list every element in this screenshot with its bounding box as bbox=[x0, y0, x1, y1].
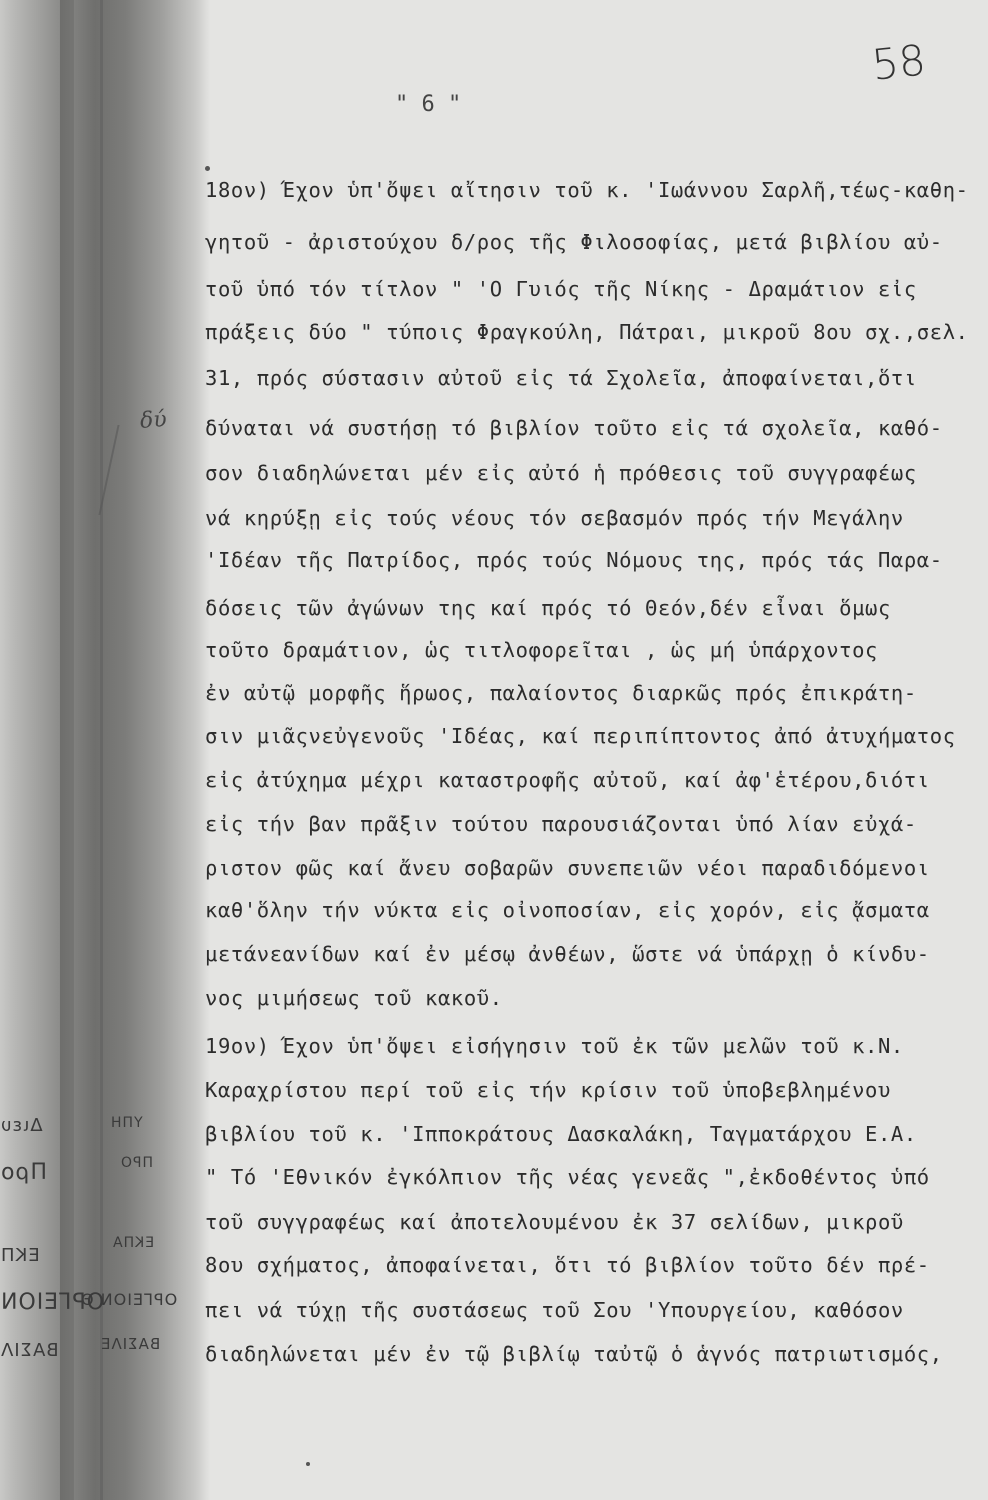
text-line: ἐν αὐτῷ μορφῆς ἥρωος, παλαίοντος διαρκῶς πρός ἐπικράτη- bbox=[205, 681, 917, 705]
stamp-line: ΕΚΠ bbox=[0, 1245, 40, 1266]
text-line: ριστον φῶς καί ἄνευ σοβαρῶν συνεπειῶν νέοι παραδιδόμενοι bbox=[205, 856, 930, 880]
text-line: 18ον) Έχον ὑπ'ὄψει αἴτησιν τοῦ κ. 'Ιωάννου Σαρλῆ,τέως-καθη- bbox=[205, 178, 969, 202]
text-line: εἰς τήν βαν πρᾶξιν τούτου παρουσιάζονται ὑπό λίαν εὐχά- bbox=[205, 812, 917, 836]
stamp-line: Διευ bbox=[0, 1115, 43, 1136]
text-line: βιβλίου τοῦ κ. 'Ιπποκράτους Δασκαλάκη, Ταγματάρχου Ε.Α. bbox=[205, 1122, 917, 1146]
text-line: Καραχρίστου περί τοῦ εἰς τήν κρίσιν τοῦ ὑποβεβλημένου bbox=[205, 1078, 891, 1102]
text-line: δύναται νά συστήσῃ τό βιβλίον τοῦτο εἰς τά σχολεῖα, καθό- bbox=[205, 416, 943, 440]
page-number: 58 bbox=[869, 35, 928, 90]
margin-note: δύ bbox=[139, 407, 168, 434]
text-line: σιν μιᾶςνεὐγενοῦς 'Ιδέας, καί περιπίπτοντος ἀπό ἀτυχήματος bbox=[205, 724, 956, 748]
text-line: 8ου σχήματος, ἀποφαίνεται, ὅτι τό βιβλίον τοῦτο δέν πρέ- bbox=[205, 1253, 930, 1277]
stamp-line: ΥΠΗ bbox=[110, 1115, 143, 1131]
library-stamp bbox=[0, 1095, 185, 1375]
text-line: τοῦ ὑπό τόν τίτλον " 'Ο Γυιός τῆς Νίκης - Δραμάτιον εἰς bbox=[205, 277, 917, 301]
text-line: νά κηρύξῃ εἰς τούς νέους τόν σεβασμόν πρός τήν Μεγάλην bbox=[205, 506, 904, 530]
text-line: " Τό 'Εθνικόν ἐγκόλπιον τῆς νέας γενεᾶς ",ἐκδοθέντος ὑπό bbox=[205, 1165, 930, 1189]
text-line: νος μιμήσεως τοῦ κακοῦ. bbox=[205, 986, 503, 1010]
stamp-line: ΠΡΟ bbox=[120, 1155, 153, 1171]
stamp-line: ΒΑΣΙΛ bbox=[0, 1340, 59, 1361]
text-line: μετάνεανίδων καί ἐν μέσῳ ἀνθέων, ὥστε νά ὑπάρχῃ ὁ κίνδυ- bbox=[205, 942, 930, 966]
text-line: 31, πρός σύστασιν αὐτοῦ εἰς τά Σχολεῖα, ἀποφαίνεται,ὅτι bbox=[205, 366, 917, 390]
stamp-line: ΟΡΓΕΙΟΝ Θ bbox=[80, 1290, 178, 1309]
ink-dot bbox=[306, 1462, 310, 1466]
text-line: δόσεις τῶν ἀγώνων της καί πρός τό Θεόν,δέν εἶναι ὅμως bbox=[205, 596, 891, 620]
text-line: τοῦ συγγραφέως καί ἀποτελουμένου ἐκ 37 σελίδων, μικροῦ bbox=[205, 1210, 904, 1234]
stamp-line: Προ bbox=[0, 1160, 47, 1185]
stamp-line: ΟΡΓΕΙΟΝ bbox=[0, 1290, 105, 1315]
text-line: τοῦτο δραμάτιον, ὡς τιτλοφορεῖται , ὡς μή ὑπάρχοντος bbox=[205, 638, 878, 662]
ink-dot bbox=[205, 166, 210, 171]
text-line: πει νά τύχῃ τῆς συστάσεως τοῦ Σου 'Υπουργείου, καθόσον bbox=[205, 1298, 904, 1322]
stamp-line: ΒΑΣΙΛΕ bbox=[100, 1335, 161, 1353]
text-line: γητοῦ - ἀριστούχου δ/ρος τῆς Φιλοσοφίας, μετά βιβλίου αὐ- bbox=[205, 230, 943, 254]
text-line: 'Ιδέαν τῆς Πατρίδος, πρός τούς Νόμους της, πρός τάς Παρα- bbox=[205, 548, 943, 572]
text-line: 19ον) Έχον ὑπ'ὄψει εἰσήγησιν τοῦ ἐκ τῶν μελῶν τοῦ κ.Ν. bbox=[205, 1034, 904, 1058]
text-line: εἰς ἀτύχημα μέχρι καταστροφῆς αὐτοῦ, καί ἀφ'ἑτέρου,διότι bbox=[205, 768, 930, 792]
text-line: διαδηλώνεται μέν ἐν τῷ βιβλίῳ ταὐτῷ ὁ ἁγνός πατριωτισμός, bbox=[205, 1342, 943, 1366]
text-line: καθ'ὅλην τήν νύκτα εἰς οἰνοποσίαν, εἰς χορόν, εἰς ᾄσματα bbox=[205, 898, 930, 922]
page-heading: " 6 " bbox=[395, 92, 462, 117]
text-line: σον διαδηλώνεται μέν εἰς αὐτό ἡ πρόθεσις τοῦ συγγραφέως bbox=[205, 461, 917, 485]
stamp-line: ΕΚΠΑ bbox=[112, 1235, 155, 1251]
text-line: πράξεις δύο " τύποις Φραγκούλη, Πάτραι, μικροῦ 8ου σχ.,σελ. bbox=[205, 320, 969, 344]
